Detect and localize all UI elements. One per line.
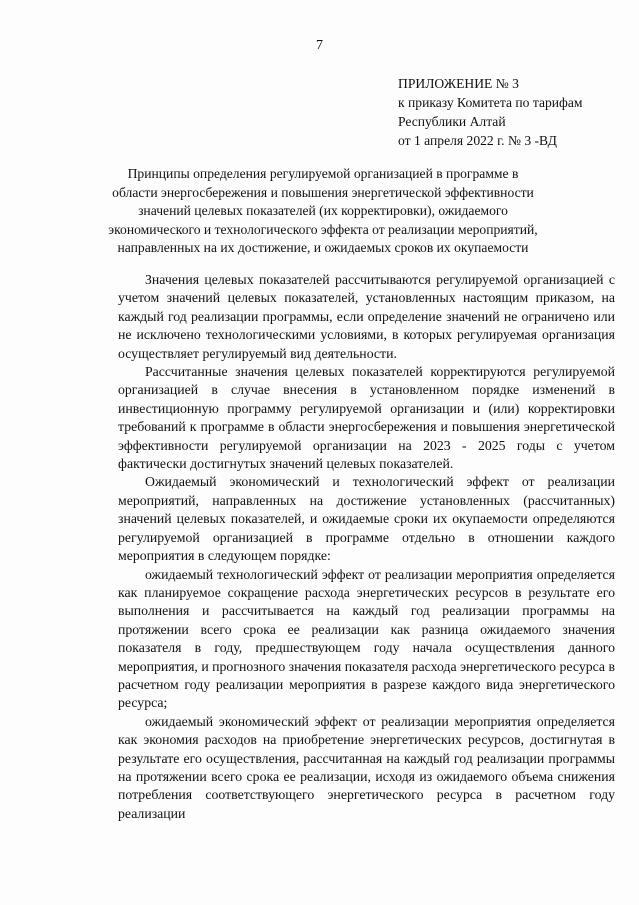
appendix-heading: ПРИЛОЖЕНИЕ № 3 <box>398 76 519 91</box>
paragraph-economic-effect: ожидаемый экономический эффект от реализации мероприятия определяется как экономия расходов на приобретение энергетических ресурсов, достигнутая в результате его осуществления, рассчитанная на каждый год реализации программы на протяжении всего срока ее реализации, исходя из ожидаемого объема снижения потребления соответствующего энергетического ресурса в расчетном году реализации <box>118 713 615 821</box>
paragraph-expected-effect: Ожидаемый экономический и технологический эффект от реализации мероприятий, направленных на достижение установленных (рассчитанных) значений целевых показателей, и ожидаемые сроки их окупаемости определяются регулируемой организацией в программе отдельно в отношении каждого мероприятия в следующем порядке: <box>118 474 615 564</box>
page-number: 7 <box>316 38 323 53</box>
appendix-region: Республики Алтай <box>398 114 506 129</box>
document-title: Принципы определения регулируемой организацией в программе в области энергосбережения и повышения энергетической эффективности значений целевых показателей (их корректировки), ожидаемого экономического и технологического эффекта от реализации мероприятий, направленных на их достижение, и ожидаемых сроков их окупаемости <box>108 166 538 255</box>
appendix-order-reference: к приказу Комитета по тарифам <box>398 95 583 110</box>
paragraph-correction: Рассчитанные значения целевых показателей корректируются регулируемой организацией в случае внесения в установленном порядке изменений в инвестиционную программу регулируемой организации и (или) корректировки требований к программе в области энергосбережения и повышения энергетической эффективности регулируемой организации на 2023 - 2025 годы с учетом фактически достигнутых значений целевых показателей. <box>118 364 615 472</box>
appendix-order-date: от 1 апреля 2022 г. № 3 -ВД <box>398 133 557 148</box>
appendix-block <box>398 74 623 150</box>
paragraph-target-values: Значения целевых показателей рассчитываются регулируемой организацией с учетом значений целевых показателей, установленных настоящим приказом, на каждый год реализации программы, если определение значений не ограничено или не исключено технологическими условиями, в которых регулируемая организация осуществляет регулируемый вид деятельности. <box>118 272 615 361</box>
document-body <box>118 271 615 823</box>
paragraph-technological-effect: ожидаемый технологический эффект от реализации мероприятия определяется как планируемое сокращение расхода энергетических ресурсов в результате его выполнения и рассчитывается на каждый год реализации программы на протяжении всего срока ее реализации как разница ожидаемого значения показателя в году, предшествующем году начала осуществления данного мероприятия, и прогнозного значения показателя расхода энергетического ресурса в расчетном году реализации мероприятия в разрезе каждого вида энергетического ресурса; <box>118 566 615 711</box>
